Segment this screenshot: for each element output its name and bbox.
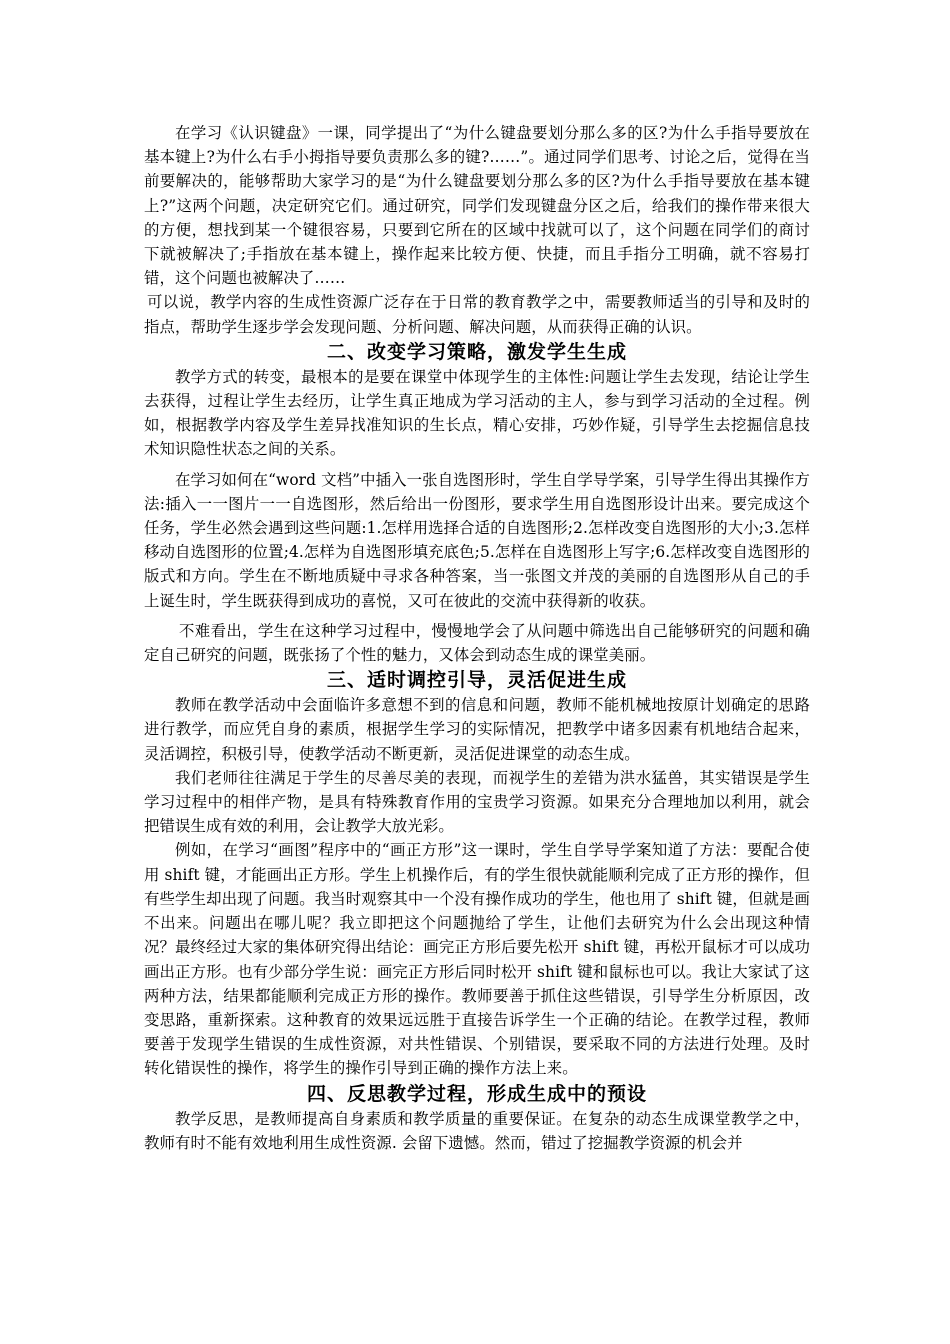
section-heading-2: 二、改变学习策略，激发学生生成	[326, 340, 627, 363]
section-heading-4: 四、反思教学过程，形成生成中的预设	[306, 1082, 647, 1105]
paragraph-reflection: 教学反思，是教师提高自身素质和教学质量的重要保证。在复杂的动态生成课堂教学之中，教师有时不能有效地利用生成性资源. 会留下遗憾。然而，错过了挖掘教学资源的机会并	[144, 1109, 810, 1152]
paragraph-word-example: 在学习如何在“word 文档”中插入一张自选图形时，学生自学导学案，引导学生得出其操作方法:插入一一图片一一自选图形，然后给出一份图形，要求学生用自选图形设计出来。要完成这个任务，学生必然会遇到这些问题:1.怎样用选择合适的自选图形;2.怎样改变自选图形的大小;3.怎样移动自选图形的位置;4.怎样为自选图形填充底色;5.怎样在自选图形上写字;6.怎样改变自选图形的版式和方向。学生在不断地质疑中寻求各种答案，当一张图文并茂的美丽的自选图形从自己的手上诞生时，学生既获得到成功的喜悦，又可在彼此的交流中获得新的收获。	[144, 470, 810, 610]
paragraph-paint-example: 例如，在学习“画图”程序中的“画正方形”这一课时，学生自学导学案知道了方法：要配合使用 shift 键，才能画出正方形。学生上机操作后，有的学生很快就能顺利完成了正方形的操作，但有些学生却出现了问题。我当时观察其中一个没有操作成功的学生，他也用了 shift 键，但就是画不出来。问题出在哪儿呢？我立即把这个问题抛给了学生，让他们去研究为什么会出现这种情况？最终经过大家的集体研究得出结论：画完正方形后要先松开 shift 键，再松开鼠标才可以成功画出正方形。也有少部分学生说：画完正方形后同时松开 shift 键和鼠标也可以。我让大家试了这两种方法，结果都能顺利完成正方形的操作。教师要善于抓住这些错误，引导学生分析原因，改变思路，重新探索。这种教育的效果远远胜于直接告诉学生一个正确的结论。在教学过程，教师要善于发现学生错误的生成性资源，对共性错误、个别错误，要采取不同的方法进行处理。及时转化错误性的操作，将学生的操作引导到正确的操作方法上来。	[144, 841, 810, 1078]
paragraph-errors-resource: 我们老师往往满足于学生的尽善尽美的表现，而视学生的差错为洪水猛兽，其实错误是学生学习过程中的相伴产物，是具有特殊教育作用的宝贵学习资源。如果充分合理地加以利用，就会把错误生成有效的利用，会让教学大放光彩。	[144, 768, 810, 836]
paragraph-section1-summary: 可以说，教学内容的生成性资源广泛存在于日常的教育教学之中，需要教师适当的引导和及时的指点，帮助学生逐步学会发现问题、分析问题、解决问题，从而获得正确的认识。	[144, 293, 810, 336]
section-heading-3: 三、适时调控引导，灵活促进生成	[326, 669, 627, 692]
paragraph-teaching-method: 教学方式的转变，最根本的是要在课堂中体现学生的主体性:问题让学生去发现，结论让学生去获得，过程让学生去经历，让学生真正地成为学习活动的主人，参与到学习活动的全过程。例如，根据教学内容及学生差异找准知识的生长点，精心安排，巧妙作疑，引导学生去挖掘信息技术知识隐性状态之间的关系。	[144, 367, 810, 459]
paragraph-section2-summary: 不难看出，学生在这种学习过程中，慢慢地学会了从问题中筛选出自己能够研究的问题和确定自己研究的问题，既张扬了个性的魅力，又体会到动态生成的课堂美丽。	[144, 621, 810, 665]
paragraph-teacher-control: 教师在教学活动中会面临许多意想不到的信息和问题，教师不能机械地按原计划确定的思路进行教学，而应凭自身的素质，根据学生学习的实际情况，把教学中诸多因素有机地结合起来，灵活调控，积极引导，使教学活动不断更新，灵活促进课堂的动态生成。	[144, 696, 810, 763]
paragraph-keyboard-example: 在学习《认识键盘》一课，同学提出了“为什么键盘要划分那么多的区?为什么手指导要放在基本键上?为什么右手小拇指导要负责那么多的键?……”。通过同学们思考、讨论之后，觉得在当前要解决的，能够帮助大家学习的是“为什么键盘要划分那么多的区?为什么手指导要放在基本键上?”这两个问题，决定研究它们。通过研究，同学们发现键盘分区之后，给我们的操作带来很大的方便，想找到某一个键很容易，只要到它所在的区域中找就可以了，这个问题在同学们的商讨下就被解决了;手指放在基本键上，操作起来比较方便、快捷，而且手指分工明确，就不容易打错，这个问题也被解决了……	[144, 124, 810, 288]
